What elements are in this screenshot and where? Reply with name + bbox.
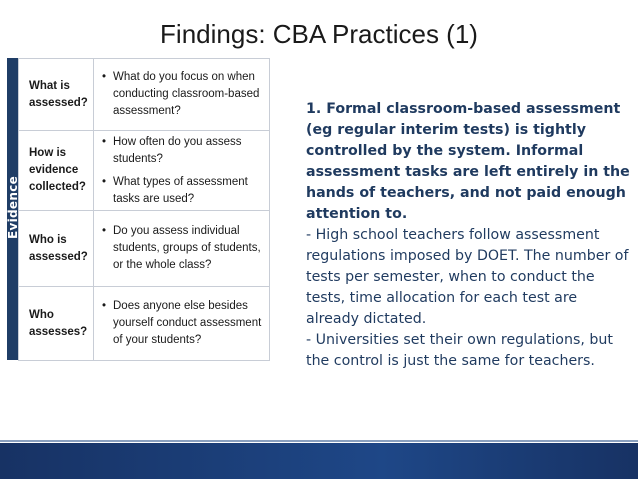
questions-table [18, 58, 270, 361]
slide-title: Findings: CBA Practices (1) [160, 19, 478, 49]
table-row [19, 131, 270, 211]
row-label: Who assesses? [19, 287, 94, 361]
row-questions [94, 211, 270, 287]
findings-point-2: - Universities set their own regulations, but the control is just the same for teachers. [306, 332, 613, 369]
table-row [19, 287, 270, 361]
findings-text [306, 99, 631, 372]
findings-heading [306, 99, 631, 225]
findings-heading-part-2: Informal assessment tasks are left entirely in the hands of teachers, and not paid enough attention to. [306, 143, 630, 222]
footer-divider [0, 440, 638, 442]
row-questions [94, 59, 270, 131]
question-item: • What do you focus on when conducting classroom-based assessment? [113, 69, 265, 120]
findings-point-1: - High school teachers follow assessment regulations imposed by DOET. The number of tests per semester, when to conduct the tests, time allocation for each test are already dictated. [306, 227, 629, 327]
question-item: • What types of assessment tasks are used? [113, 174, 265, 208]
row-questions [94, 287, 270, 361]
table-row [19, 59, 270, 131]
row-questions [94, 131, 270, 211]
question-item: • Do you assess individual students, groups of students, or the whole class? [113, 223, 265, 274]
row-label: Who is assessed? [19, 211, 94, 287]
footer-bar [0, 443, 638, 479]
evidence-label: Evidence [6, 175, 20, 239]
question-item: • Does anyone else besides yourself conduct assessment of your students? [113, 298, 265, 349]
question-item: • How often do you assess students? [113, 134, 265, 168]
row-label: What is assessed? [19, 59, 94, 131]
table-row [19, 211, 270, 287]
findings-heading-part-1: 1. Formal classroom-based assessment (eg regular interim tests) is tightly controlled by the system. [306, 101, 621, 159]
row-label: How is evidence collected? [19, 131, 94, 211]
